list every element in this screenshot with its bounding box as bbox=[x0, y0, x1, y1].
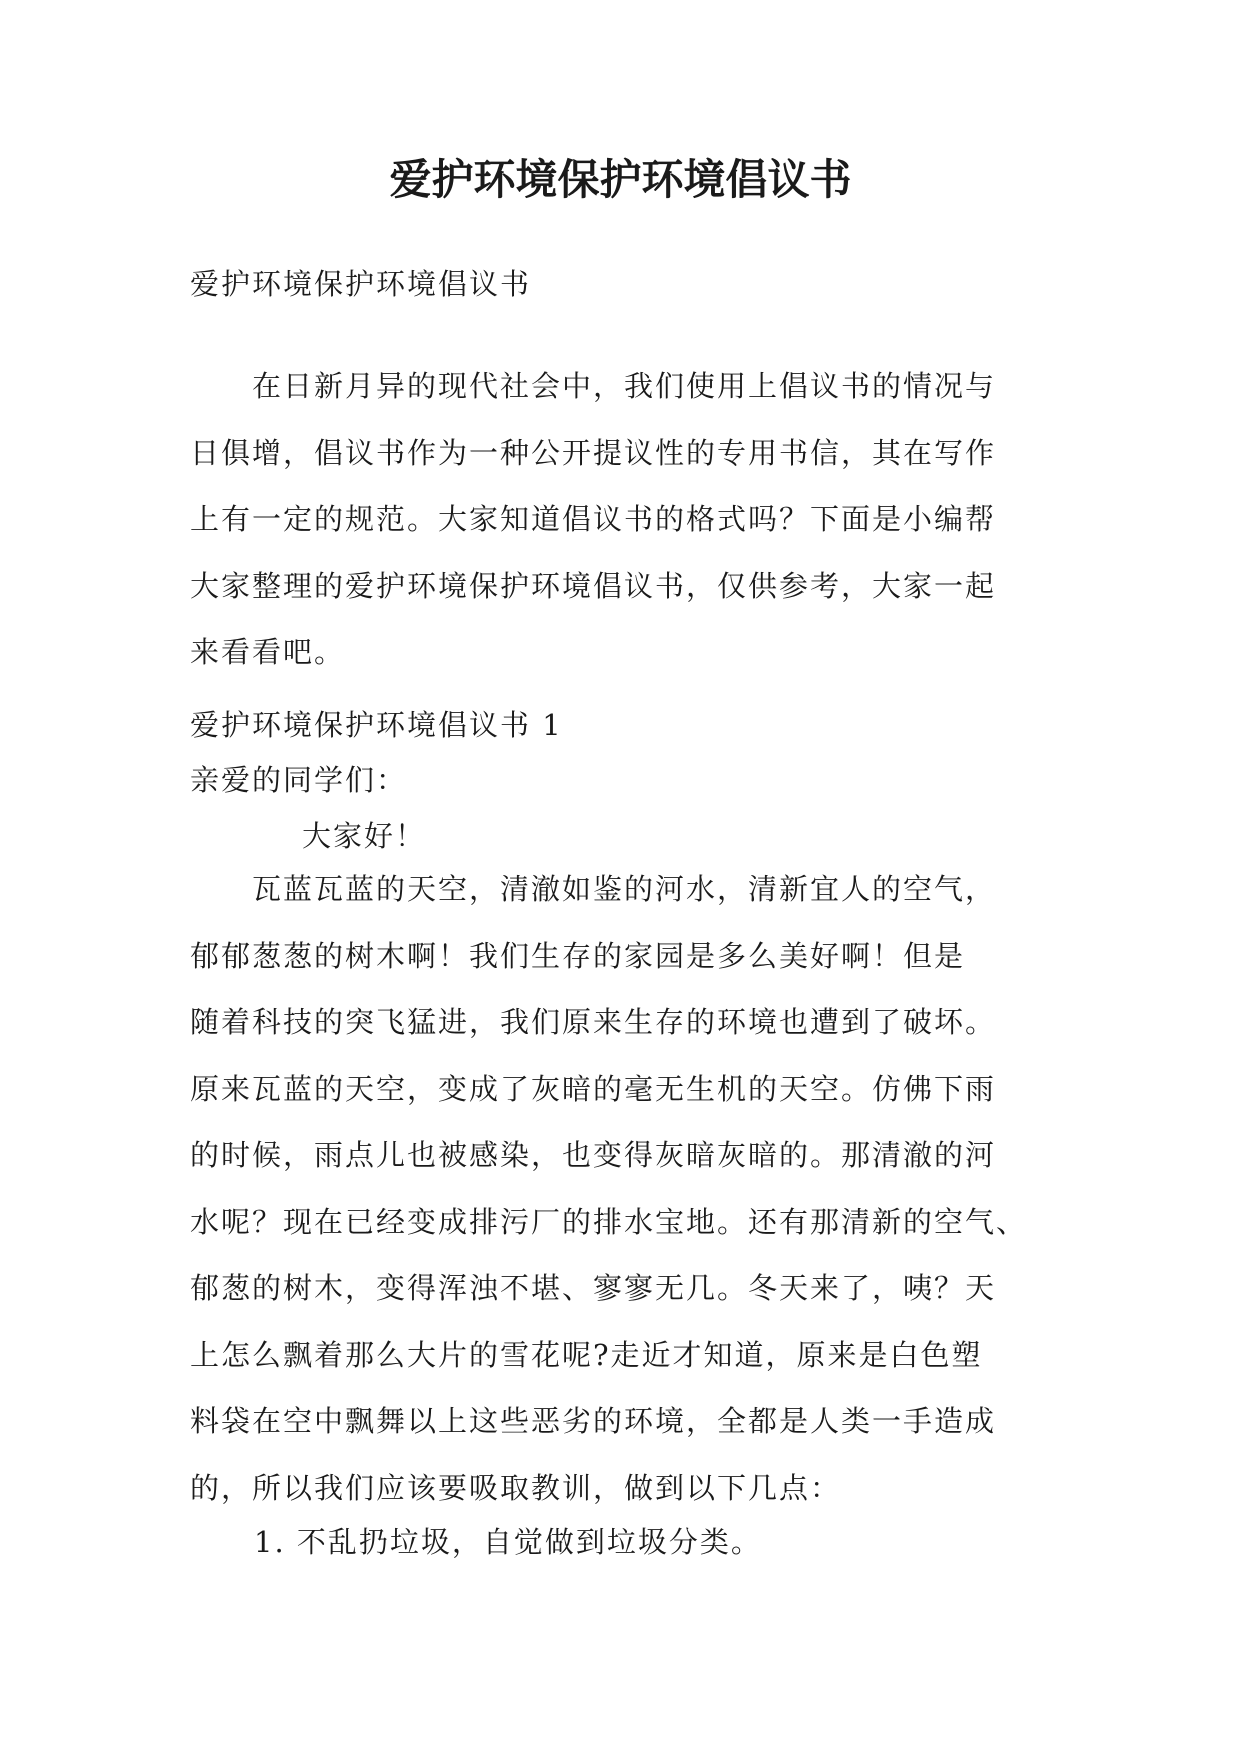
body-paragraph bbox=[190, 856, 1060, 1521]
section-heading: 爱护环境保护环境倡议书 1 bbox=[190, 708, 563, 742]
intro-line: 来看看吧。 bbox=[190, 635, 346, 669]
intro-line: 大家整理的爱护环境保护环境倡议书，仅供参考，大家一起 bbox=[190, 568, 997, 603]
body-line: 瓦蓝瓦蓝的天空，清澈如鉴的河水，清新宜人的空气， bbox=[190, 872, 997, 906]
body-line: 郁郁葱葱的树木啊！我们生存的家园是多么美好啊！但是 bbox=[190, 938, 966, 973]
intro-line: 上有一定的规范。大家知道倡议书的格式吗？下面是小编帮 bbox=[190, 502, 997, 536]
body-line: 的时候，雨点儿也被感染，也变得灰暗灰暗的。那清澈的河 bbox=[190, 1138, 997, 1172]
intro-paragraph bbox=[190, 353, 1060, 686]
document-title: 爱护环境保护环境倡议书 bbox=[389, 155, 852, 204]
intro-line: 在日新月异的现代社会中，我们使用上倡议书的情况与 bbox=[190, 369, 997, 403]
greeting: 大家好！ bbox=[302, 819, 427, 853]
body-line: 的，所以我们应该要吸取教训，做到以下几点： bbox=[190, 1470, 842, 1505]
salutation: 亲爱的同学们： bbox=[190, 763, 408, 797]
body-line: 郁葱的树木，变得浑浊不堪、寥寥无几。冬天来了，咦？天 bbox=[190, 1271, 997, 1305]
intro-line: 日俱增，倡议书作为一种公开提议性的专用书信，其在写作 bbox=[190, 435, 997, 470]
body-line: 随着科技的突飞猛进，我们原来生存的环境也遭到了破坏。 bbox=[190, 1005, 997, 1039]
body-line: 上怎么飘着那么大片的雪花呢?走近才知道，原来是白色塑 bbox=[190, 1337, 983, 1372]
document-subtitle: 爱护环境保护环境倡议书 bbox=[190, 267, 532, 301]
list-item-1: 1. 不乱扔垃圾，自觉做到垃圾分类。 bbox=[254, 1525, 762, 1559]
body-line: 水呢？现在已经变成排污厂的排水宝地。还有那清新的空气、 bbox=[190, 1204, 1028, 1239]
body-line: 料袋在空中飘舞以上这些恶劣的环境，全都是人类一手造成 bbox=[190, 1404, 997, 1438]
body-line: 原来瓦蓝的天空，变成了灰暗的毫无生机的天空。仿佛下雨 bbox=[190, 1071, 997, 1106]
